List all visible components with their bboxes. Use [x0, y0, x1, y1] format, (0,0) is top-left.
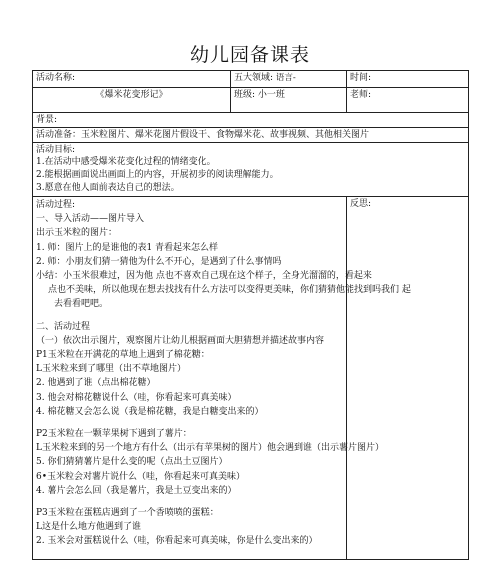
process-line: 小结：小玉米很难过，因为他 点也不喜欢自己现在这个样子，全身光溜溜的，看起来 [36, 271, 372, 282]
process-line: L这是什么地方他遇到了谁 [36, 522, 141, 533]
domain-value: 语言- [275, 73, 296, 83]
process-line: 6•玉米粒会对薯片说什么（哇，你看起来可真美味） [36, 471, 246, 482]
goal-item-3: 3.愿意在他人面前表达自己的想法。 [36, 183, 180, 193]
process-label: 活动过程: [36, 200, 76, 210]
lesson-plan-table [32, 70, 469, 560]
process-line: 2. 师：小朋友们猜一猜他为什么不开心，是遇到了什么事情吗 [36, 256, 282, 267]
page-title: 幼儿园备课表 [189, 44, 310, 66]
class-cell [231, 88, 347, 113]
preparation-text: 活动准备：玉米粒图片、爆米花图片假设干、食物爆米花、故事视频、其他相关图片 [33, 128, 469, 143]
process-line: 2. 他遇到了谁（点出棉花糖） [36, 378, 156, 389]
process-gap [36, 312, 343, 320]
process-line: 二、活动过程 [36, 321, 91, 332]
process-line: 1. 师：图片上的是谁他的表1 青看起来怎么样 [36, 242, 219, 253]
goal-item-2: 2.能根据画面说出画面上的内容，开展初步的阅读理解能力。 [36, 170, 279, 180]
process-line: P3玉米粒在蛋糕店遇到了一个香喷喷的蛋糕： [36, 508, 219, 519]
process-line: 一、导入活动——图片导入 [36, 214, 145, 225]
process-gap [36, 419, 343, 427]
goals-label: 活动目标: [36, 145, 76, 155]
process-line: 2. 玉米会对蛋糕说什么（哇，你看起来可真美味，你是什么变出来的） [36, 536, 318, 547]
reflection-label: 反思: [350, 199, 372, 209]
process-line: P2玉米粒在一颗苹果树下遇到了薯片： [36, 429, 192, 440]
class-value: 小一班 [257, 90, 285, 100]
process-line: 3. 他会对棉花糖说什么（哇，你看起来可真美味） [36, 392, 237, 403]
process-line: 去看看吧吧。 [54, 299, 109, 310]
process-line: （一）依次出示图片，观察图片让幼儿根据画面大胆猜想并描述故事内容 [36, 335, 325, 346]
goals-section [33, 143, 469, 197]
process-line: P1玉米粒在开满花的草地上遇到了棉花糖： [36, 350, 210, 361]
process-line: 4. 棉花糖又会怎么说（我是棉花糖，我是白糖变出来的） [36, 406, 264, 417]
process-line: L玉米粒来到了哪里（出不草地图片） [36, 364, 186, 375]
domain-cell [231, 71, 347, 88]
process-gap [36, 498, 343, 506]
process-line: 出示玉米粒的图片： [36, 228, 118, 239]
activity-name-value: 《爆米花变形记》 [33, 88, 231, 113]
process-line: 4. 薯片会怎么回（我是薯片，我是土豆变出来的） [36, 485, 237, 496]
time-label: 时间: [347, 71, 469, 88]
goal-item-1: 1.在活动中感受爆米花变化过程的情绪变化。 [36, 157, 216, 167]
reflection-cell [347, 197, 469, 560]
background-label: 背景: [33, 113, 469, 128]
domain-label: 五大领域: [234, 73, 274, 83]
process-line: 5. 你们猜猜薯片是什么变的呢（点出土豆图片） [36, 457, 228, 468]
process-line: L玉米粒来到的另一个地方有什么（出示有苹果树的图片）他会遇到谁（出示薯片图片） [36, 443, 384, 454]
activity-name-label: 活动名称: [33, 71, 231, 88]
class-label: 班级: [234, 90, 256, 100]
process-line: 点也不美味，所以他现在想去找找有什么方法可以变得更美味，你们猜猜他能找到吗我们 起 [48, 285, 411, 296]
teacher-label: 老师: [347, 88, 469, 113]
